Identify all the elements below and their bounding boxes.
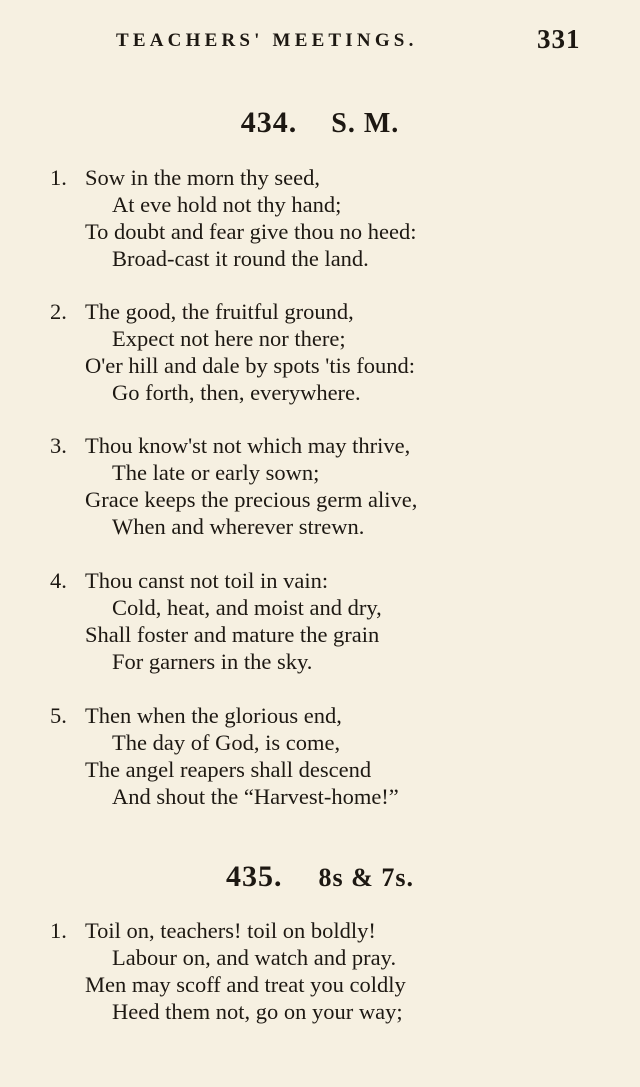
verse-line: Labour on, and watch and pray. bbox=[112, 945, 397, 970]
hymn-meter: 8s & 7s. bbox=[318, 863, 414, 892]
verse-line: Men may scoff and treat you coldly bbox=[85, 972, 406, 997]
stanza bbox=[0, 298, 640, 406]
verse-line: Go forth, then, everywhere. bbox=[112, 380, 361, 405]
verse-line: Heed them not, go on your way; bbox=[112, 999, 403, 1024]
verse-line: The angel reapers shall descend bbox=[85, 757, 372, 782]
verse-line: Grace keeps the precious germ alive, bbox=[85, 487, 418, 512]
verse-line: Toil on, teachers! toil on boldly! bbox=[85, 918, 376, 943]
stanza bbox=[0, 702, 640, 810]
verse-line: O'er hill and dale by spots 'tis found: bbox=[85, 353, 415, 378]
verse-line: Broad-cast it round the land. bbox=[112, 246, 369, 271]
verse-line: Thou know'st not which may thrive, bbox=[85, 433, 411, 458]
verse-line: To doubt and fear give thou no heed: bbox=[85, 219, 417, 244]
verse-line: When and wherever strewn. bbox=[112, 514, 365, 539]
verse-line: Shall foster and mature the grain bbox=[85, 622, 380, 647]
stanza bbox=[0, 432, 640, 540]
verse-line: The good, the fruitful ground, bbox=[85, 299, 354, 324]
stanza bbox=[0, 164, 640, 272]
verse-line: For garners in the sky. bbox=[112, 649, 313, 674]
stanza-number: 3. bbox=[50, 433, 67, 458]
verse-line: And shout the “Harvest-home!” bbox=[112, 784, 399, 809]
stanza bbox=[0, 917, 640, 1025]
stanza-number: 5. bbox=[50, 703, 67, 728]
page-number: 331 bbox=[537, 24, 581, 54]
stanza-number: 1. bbox=[50, 165, 67, 190]
verse-line: The late or early sown; bbox=[112, 460, 320, 485]
hymn-number: 435. bbox=[226, 860, 283, 893]
verse-line: Cold, heat, and moist and dry, bbox=[112, 595, 382, 620]
hymn-heading bbox=[0, 106, 640, 140]
verse-line: Expect not here nor there; bbox=[112, 326, 346, 351]
stanza-number: 2. bbox=[50, 299, 67, 324]
verse-line: Sow in the morn thy seed, bbox=[85, 165, 320, 190]
hymn-heading bbox=[0, 860, 640, 894]
verse-line: Thou canst not toil in vain: bbox=[85, 568, 329, 593]
verse-line: Then when the glorious end, bbox=[85, 703, 342, 728]
verse-line: The day of God, is come, bbox=[112, 730, 341, 755]
stanza-number: 4. bbox=[50, 568, 67, 593]
verse-line: At eve hold not thy hand; bbox=[112, 192, 342, 217]
hymn-number: 434. bbox=[240, 106, 298, 139]
stanza bbox=[0, 567, 640, 675]
running-head: TEACHERS' MEETINGS. bbox=[116, 30, 418, 51]
hymn-meter: S. M. bbox=[331, 108, 400, 139]
stanza-number: 1. bbox=[50, 918, 67, 943]
